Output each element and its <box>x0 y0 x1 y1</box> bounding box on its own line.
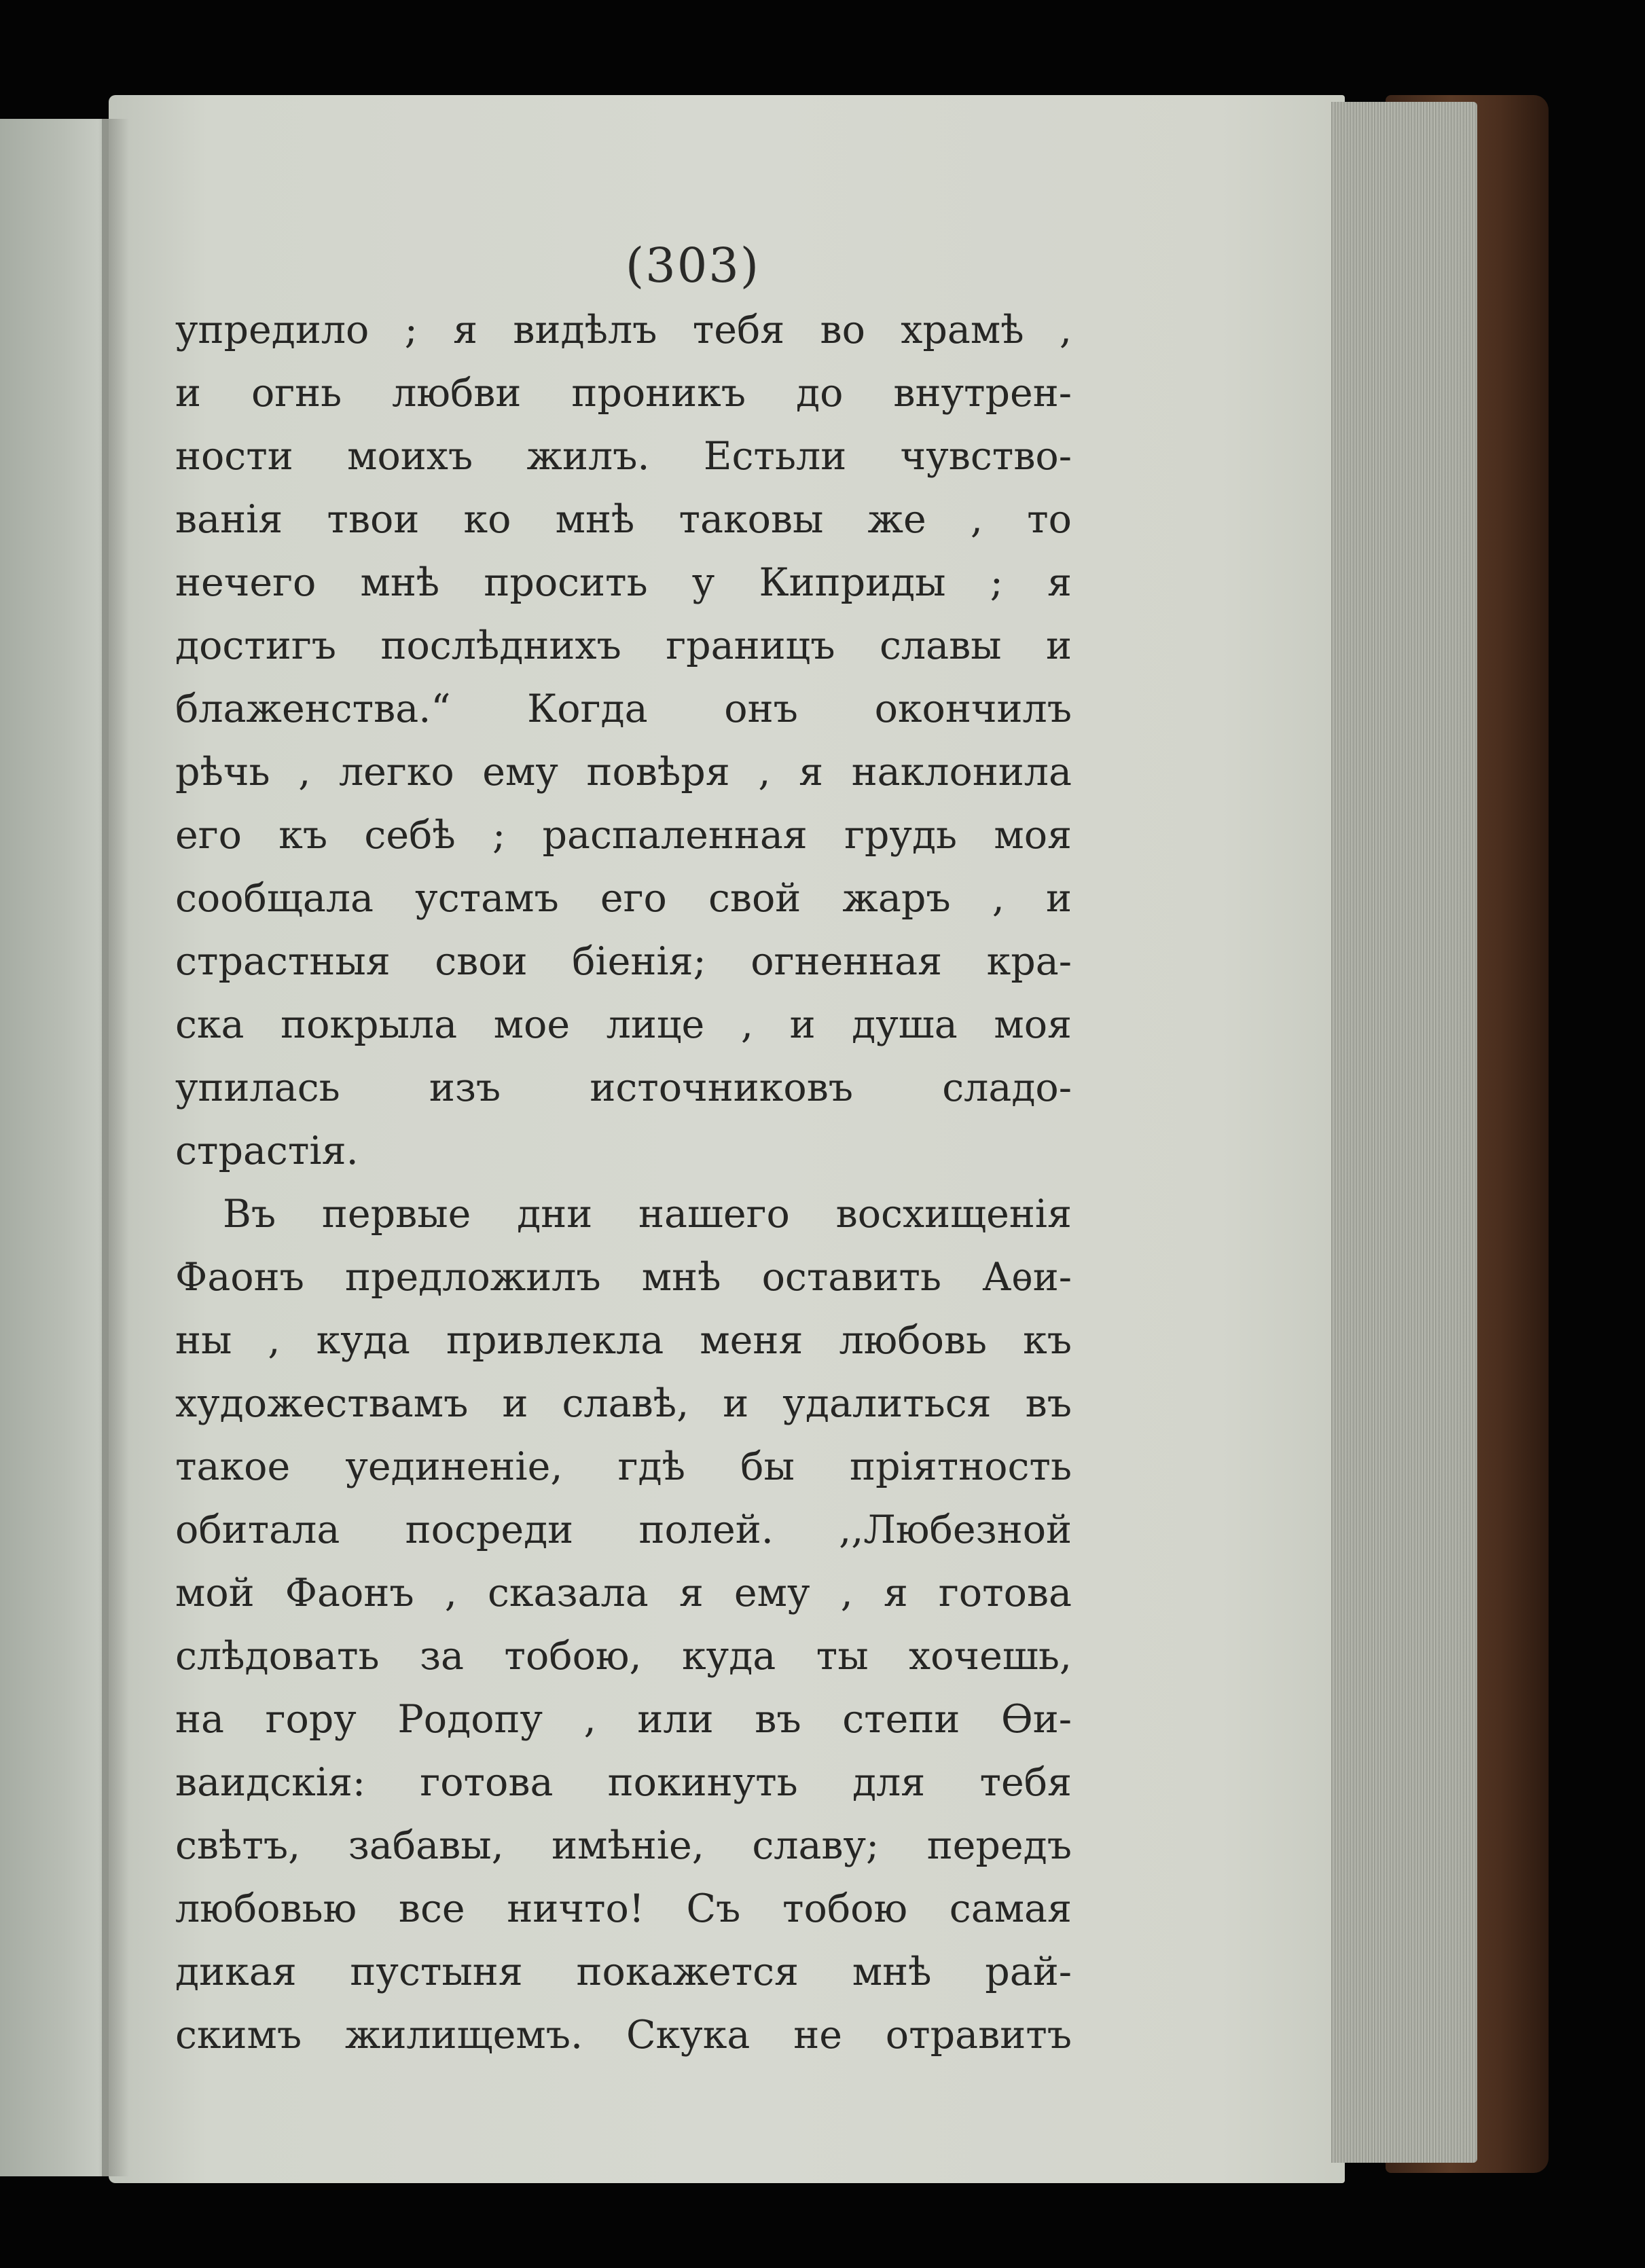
text-line: Фаонъ предложилъ мнѣ оставить Аѳи- <box>175 1255 1072 1300</box>
text-line: такое уединеніе, гдѣ бы пріятность <box>175 1444 1072 1489</box>
text-line: мой Фаонъ , сказала я ему , я готова <box>175 1571 1072 1615</box>
text-line: достигъ послѣднихъ границъ славы и <box>175 623 1072 668</box>
text-line: страстія. <box>175 1129 359 1173</box>
text-line: Въ первые дни нашего восхищенія <box>223 1192 1072 1237</box>
text-line: на гору Родопу , или въ степи Ѳи- <box>175 1697 1072 1742</box>
text-line: свѣтъ, забавы, имѣніе, славу; передъ <box>175 1823 1072 1868</box>
page-number: (303) <box>625 238 761 293</box>
text-line: упилась изъ источниковъ сладо- <box>175 1065 1072 1110</box>
text-line: ны , куда привлекла меня любовь къ <box>175 1318 1072 1363</box>
text-line: и огнь любви проникъ до внутрен- <box>175 371 1072 416</box>
text-line: блаженства.“ Когда онъ окончилъ <box>175 687 1072 731</box>
text-line: ваидскія: готова покинуть для тебя <box>175 1760 1072 1805</box>
text-line: сообщала устамъ его свой жаръ , и <box>175 876 1072 921</box>
page-gutter <box>102 119 129 2176</box>
text-line: упредило ; я видѣлъ тебя во храмѣ , <box>175 308 1072 352</box>
text-line: ванія твои ко мнѣ таковы же , то <box>175 497 1072 542</box>
text-line: нечего мнѣ просить у Киприды ; я <box>175 560 1072 605</box>
text-body <box>175 299 1072 2067</box>
text-line: ности моихъ жилъ. Естьли чувство- <box>175 434 1072 479</box>
text-line: ска покрыла мое лице , и душа моя <box>175 1002 1072 1047</box>
left-page-edge <box>0 119 115 2176</box>
text-line: скимъ жилищемъ. Скука не отравитъ <box>175 2013 1072 2057</box>
text-line: рѣчь , легко ему повѣря , я наклонила <box>175 750 1072 794</box>
text-line: обитала посреди полей. ,,Любезной <box>175 1507 1072 1552</box>
page-fore-edge <box>1331 102 1477 2163</box>
text-line: художествамъ и славѣ, и удалиться въ <box>175 1381 1072 1426</box>
text-line: дикая пустыня покажется мнѣ рай- <box>175 1950 1072 1994</box>
text-line: страстныя свои біенія; огненная кра- <box>175 939 1072 984</box>
text-line: его къ себѣ ; распаленная грудь моя <box>175 813 1072 858</box>
text-line: слѣдовать за тобою, куда ты хочешь, <box>175 1634 1072 1679</box>
text-line: любовью все ничто! Съ тобою самая <box>175 1886 1072 1931</box>
